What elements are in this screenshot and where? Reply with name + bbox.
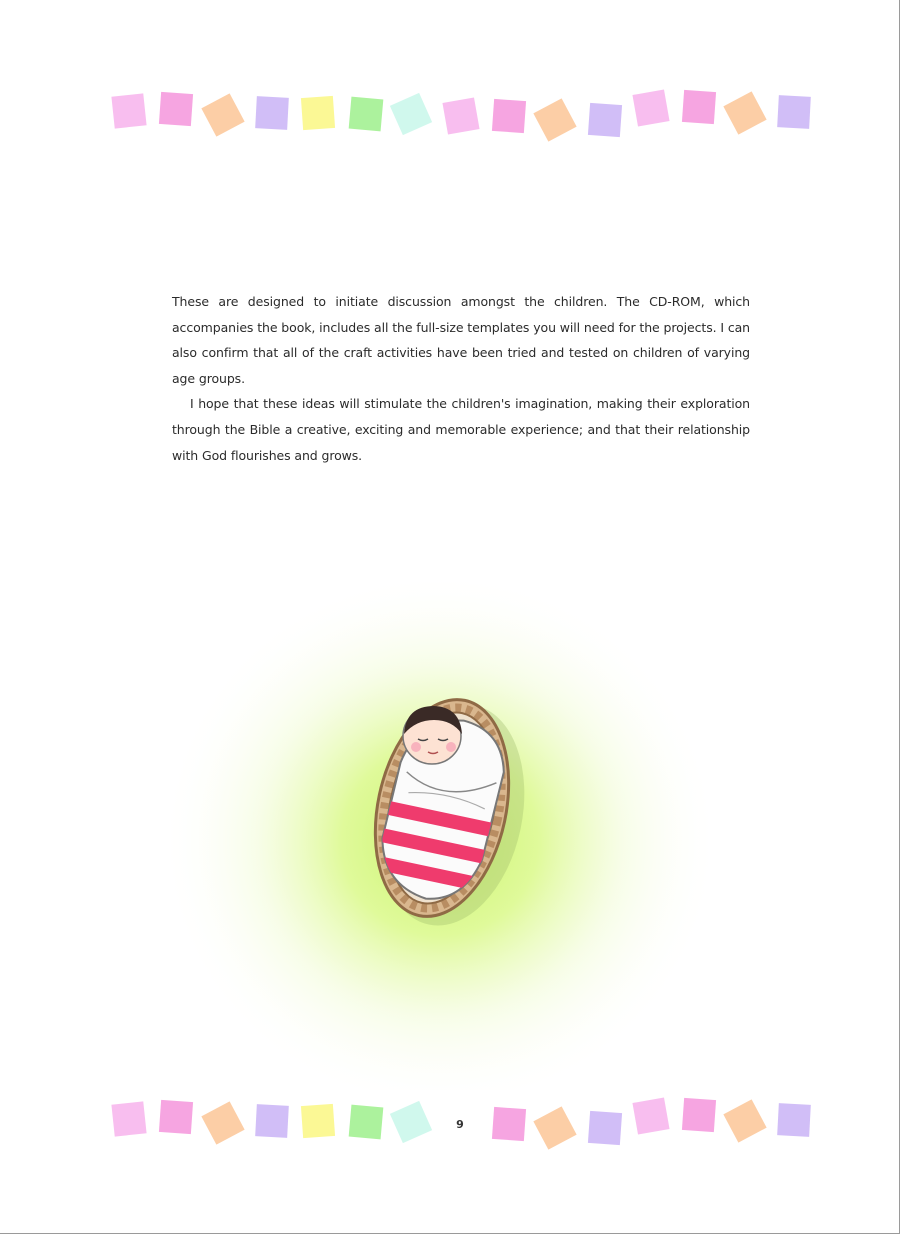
confetti-square	[201, 93, 244, 136]
confetti-square	[632, 1097, 669, 1134]
confetti-square	[777, 95, 811, 129]
confetti-square	[349, 1105, 384, 1140]
body-text	[172, 289, 750, 468]
confetti-square	[255, 96, 289, 130]
confetti-square	[777, 1103, 811, 1137]
confetti-square	[201, 1101, 244, 1144]
confetti-square	[533, 98, 576, 141]
paragraph: I hope that these ideas will stimulate the children's imagination, making their exploration through the Bible a creative, exciting and memorable experience; and that their relationship with God flourishes and grows.	[172, 396, 750, 463]
confetti-square	[682, 1098, 716, 1132]
confetti-square	[588, 1111, 622, 1145]
confetti-square	[723, 91, 766, 134]
confetti-square	[111, 93, 146, 128]
baby-face	[403, 706, 462, 764]
confetti-square	[682, 90, 716, 124]
confetti-square	[723, 1099, 766, 1142]
confetti-square	[111, 1101, 146, 1136]
confetti-square	[390, 93, 432, 135]
confetti-square	[159, 1100, 193, 1134]
confetti-square	[492, 99, 526, 133]
baby-in-basket-icon	[160, 550, 720, 1090]
confetti-square	[533, 1106, 576, 1149]
confetti-square	[390, 1101, 432, 1143]
confetti-square	[632, 89, 669, 126]
confetti-square	[492, 1107, 526, 1141]
paragraph: These are designed to initiate discussion amongst the children. The CD-ROM, which accompanies the book, includes all the full-size templates you will need for the projects. I can also confirm that all of the craft activities have been tried and tested on children of varying age groups.	[172, 294, 750, 386]
confetti-square	[255, 1104, 289, 1138]
confetti-square	[159, 92, 193, 126]
confetti-square	[588, 103, 622, 137]
confetti-square	[301, 1104, 335, 1138]
confetti-square	[442, 97, 479, 134]
top-confetti-border	[0, 85, 900, 155]
page-number: 9	[456, 1118, 464, 1131]
confetti-square	[301, 96, 335, 130]
confetti-square	[349, 97, 384, 132]
